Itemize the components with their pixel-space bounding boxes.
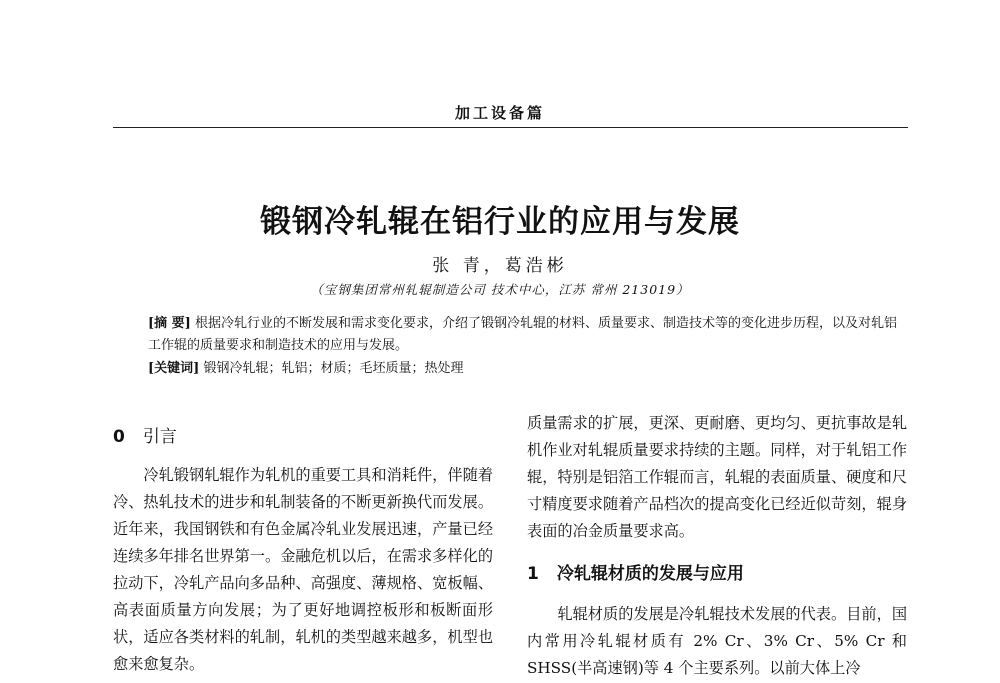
continued-paragraph: 质量需求的扩展，更深、更耐磨、更均匀、更抗事故是轧机作业对轧辊质量要求持续的主题。同样，对于轧铝工作辊，特别是铝箔工作辊而言，轧辊的表面质量、硬度和尺寸精度要求随着产品档次的提高变化已经近似苛刻，辊身表面的冶金质量要求高。 (527, 414, 907, 540)
section-1-title: 冷轧辊材质的发展与应用 (556, 564, 744, 584)
right-column (527, 410, 907, 682)
section-0-number: 0 (113, 427, 125, 447)
section-1-paragraph: 轧辊材质的发展是冷轧辊技术发展的代表。目前，国内常用冷轧辊材质有 2% Cr、3% Cr、5% Cr 和 SHSS(半高速钢)等 4 个主要系列。以前大体上冷 (527, 605, 907, 677)
left-column (113, 410, 493, 678)
authors: 张 青，葛浩彬 (432, 256, 568, 276)
abstract-label: [摘 要] (148, 316, 191, 331)
keywords (148, 358, 908, 380)
affiliation: （宝钢集团常州轧辊制造公司 技术中心，江苏 常州 213019） (310, 282, 690, 297)
section-0-title: 引言 (142, 427, 177, 447)
running-header: 加工设备篇 (454, 104, 545, 122)
paper-title: 锻钢冷轧辊在铝行业的应用与发展 (260, 204, 740, 240)
keywords-text: 锻钢冷轧辊；轧铝；材质；毛坯质量；热处理 (203, 361, 464, 376)
section-0-heading (113, 422, 493, 452)
section-0-paragraph: 冷轧锻钢轧辊作为轧机的重要工具和消耗件，伴随着冷、热轧技术的进步和轧制装备的不断更新换代而发展。近年来，我国钢铁和有色金属冷轧业发展迅速，产量已经连续多年排名世界第一。金融危机以后，在需求多样化的拉动下，冷轧产品向多品种、高强度、薄规格、宽板幅、高表面质量方向发展；为了更好地调控板形和板断面形状，适应各类材料的轧制，轧机的类型越来越多，机型也愈来愈复杂。 (113, 466, 493, 673)
section-1-number: 1 (527, 564, 539, 584)
header-rule (113, 127, 908, 128)
keywords-label: [关键词] (148, 361, 200, 376)
section-1-heading (527, 559, 907, 589)
abstract (148, 313, 908, 357)
abstract-text: 根据冷轧行业的不断发展和需求变化要求，介绍了锻钢冷轧辊的材料、质量要求、制造技术等的变化进步历程，以及对轧铝工作辊的质量要求和制造技术的应用与发展。 (148, 316, 897, 353)
